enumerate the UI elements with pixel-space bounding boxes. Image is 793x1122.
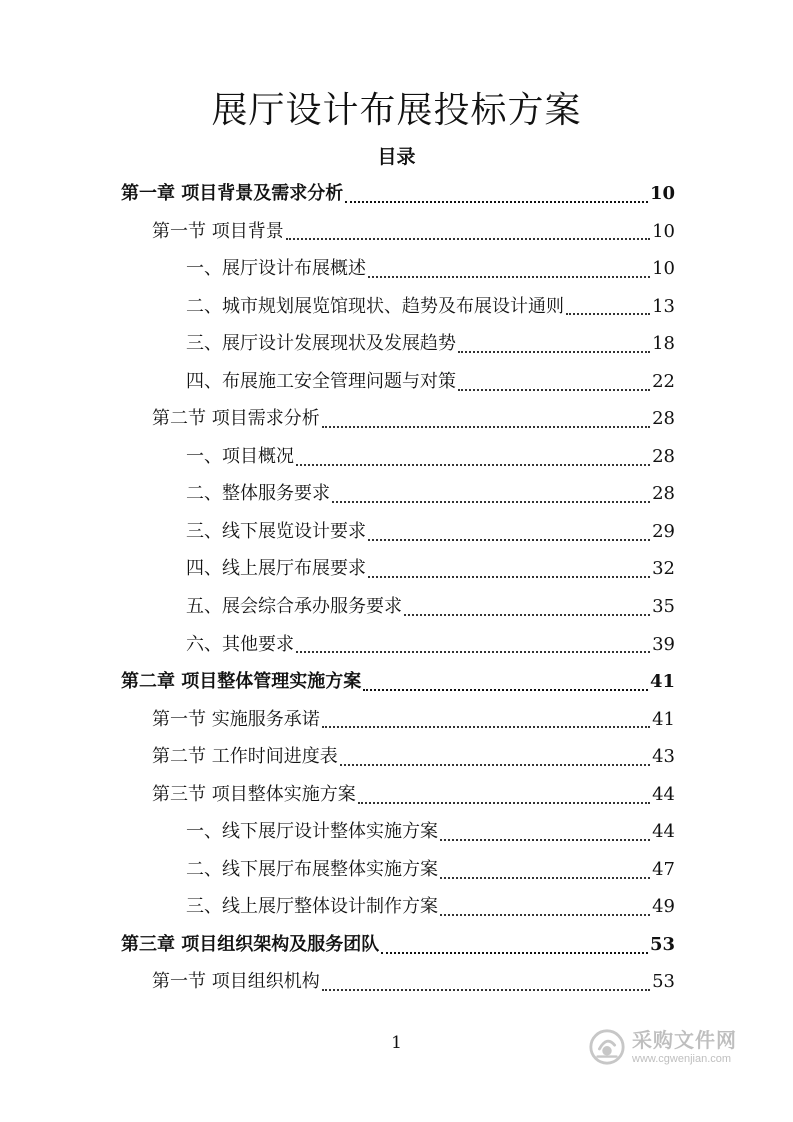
toc-dot-leader <box>296 651 650 653</box>
toc-entry-label: 六、其他要求 <box>186 633 294 655</box>
toc-entry-page: 10 <box>652 258 675 280</box>
toc-entry[interactable] <box>0 926 793 964</box>
toc-entry-page: 18 <box>652 333 675 355</box>
toc-entry-label: 第三节 项目整体实施方案 <box>152 783 356 805</box>
toc-entry[interactable] <box>0 363 793 401</box>
cgwenjian-logo-icon <box>588 1028 626 1066</box>
toc-entry-label: 二、城市规划展览馆现状、趋势及布展设计通则 <box>186 295 564 317</box>
toc-dot-leader <box>322 989 650 991</box>
toc-dot-leader <box>368 576 650 578</box>
toc-entry[interactable] <box>0 776 793 814</box>
toc-entry-label: 二、整体服务要求 <box>186 483 330 505</box>
watermark <box>588 1022 758 1072</box>
toc-entry[interactable] <box>0 438 793 476</box>
toc-entry-page: 13 <box>652 295 675 317</box>
toc-entry[interactable] <box>0 175 793 213</box>
toc-entry-label: 四、布展施工安全管理问题与对策 <box>186 370 456 392</box>
toc-dot-leader <box>286 238 650 240</box>
toc-entry-label: 一、展厅设计布展概述 <box>186 258 366 280</box>
toc-entry-label: 三、线上展厅整体设计制作方案 <box>186 896 438 918</box>
watermark-name: 采购文件网 <box>632 1029 737 1052</box>
toc-entry[interactable] <box>0 250 793 288</box>
toc-entry-page: 49 <box>652 896 675 918</box>
toc-dot-leader <box>322 726 650 728</box>
toc-dot-leader <box>440 914 650 916</box>
watermark-url: www.cgwenjian.com <box>632 1052 732 1065</box>
toc-entry-label: 一、项目概况 <box>186 445 294 467</box>
toc-dot-leader <box>440 877 650 879</box>
toc-dot-leader <box>363 689 648 691</box>
toc-entry-page: 44 <box>652 783 675 805</box>
toc-entry-label: 第二节 项目需求分析 <box>152 408 320 430</box>
toc-dot-leader <box>358 802 650 804</box>
toc-dot-leader <box>381 952 648 954</box>
toc-entry[interactable] <box>0 888 793 926</box>
toc-entry-label: 三、展厅设计发展现状及发展趋势 <box>186 333 456 355</box>
toc-dot-leader <box>345 201 648 203</box>
toc-entry[interactable] <box>0 588 793 626</box>
toc-dot-leader <box>404 614 650 616</box>
toc-entry-label: 三、线下展览设计要求 <box>186 520 366 542</box>
toc-dot-leader <box>458 389 650 391</box>
toc-entry[interactable] <box>0 963 793 1001</box>
toc-entry-page: 10 <box>649 183 675 204</box>
document-title: 展厅设计布展投标方案 <box>211 90 582 131</box>
toc-dot-leader <box>458 351 650 353</box>
toc-entry-label: 第一节 项目背景 <box>152 220 284 242</box>
toc-entry-label: 第一节 实施服务承诺 <box>152 708 320 730</box>
toc-entry-label: 第二章 项目整体管理实施方案 <box>121 671 362 693</box>
toc-entry[interactable] <box>0 475 793 513</box>
toc-entry-page: 41 <box>649 671 675 693</box>
toc-entry-page: 22 <box>652 370 675 392</box>
toc-entry-label: 第三章 项目组织架构及服务团队 <box>121 933 380 955</box>
toc-entry-page: 32 <box>652 558 675 580</box>
toc-entry-label: 二、线下展厅布展整体实施方案 <box>186 858 438 880</box>
toc-entry-page: 29 <box>652 520 675 542</box>
toc-entry[interactable] <box>0 550 793 588</box>
toc-entry-label: 第二节 工作时间进度表 <box>152 746 338 768</box>
toc-dot-leader <box>332 501 650 503</box>
toc-entry[interactable] <box>0 813 793 851</box>
page-number: 1 <box>391 1033 402 1053</box>
toc-dot-leader <box>440 839 650 841</box>
toc-entry[interactable] <box>0 400 793 438</box>
toc-entry[interactable] <box>0 851 793 889</box>
toc-dot-leader <box>566 313 650 315</box>
toc-entry-page: 53 <box>652 971 675 993</box>
toc-entry-page: 28 <box>652 445 675 467</box>
toc-dot-leader <box>322 426 650 428</box>
toc-dot-leader <box>368 276 650 278</box>
toc-entry[interactable] <box>0 513 793 551</box>
toc-entry[interactable] <box>0 325 793 363</box>
toc-entry-page: 41 <box>652 708 675 730</box>
toc-entry-page: 47 <box>652 858 675 880</box>
toc-entry-label: 第一节 项目组织机构 <box>152 971 320 993</box>
toc-entry-label: 第一章 项目背景及需求分析 <box>121 183 344 204</box>
toc-entry-page: 28 <box>652 408 675 430</box>
toc-entry-label: 一、线下展厅设计整体实施方案 <box>186 821 438 843</box>
toc-dot-leader <box>340 764 650 766</box>
toc-entry[interactable] <box>0 213 793 251</box>
toc-entry-label: 五、展会综合承办服务要求 <box>186 596 402 618</box>
toc-entry-page: 10 <box>652 220 675 242</box>
toc-entry-page: 43 <box>652 746 675 768</box>
toc-entry-page: 28 <box>652 483 675 505</box>
toc-dot-leader <box>368 539 650 541</box>
table-of-contents <box>0 175 793 1001</box>
toc-entry[interactable] <box>0 738 793 776</box>
toc-entry[interactable] <box>0 626 793 664</box>
toc-entry[interactable] <box>0 288 793 326</box>
toc-entry-page: 39 <box>652 633 675 655</box>
toc-heading: 目录 <box>377 146 416 168</box>
toc-entry[interactable] <box>0 663 793 701</box>
toc-entry-page: 53 <box>649 933 675 955</box>
toc-entry-page: 44 <box>652 821 675 843</box>
toc-entry-page: 35 <box>652 596 675 618</box>
toc-entry[interactable] <box>0 701 793 739</box>
toc-dot-leader <box>296 464 650 466</box>
toc-entry-label: 四、线上展厅布展要求 <box>186 558 366 580</box>
